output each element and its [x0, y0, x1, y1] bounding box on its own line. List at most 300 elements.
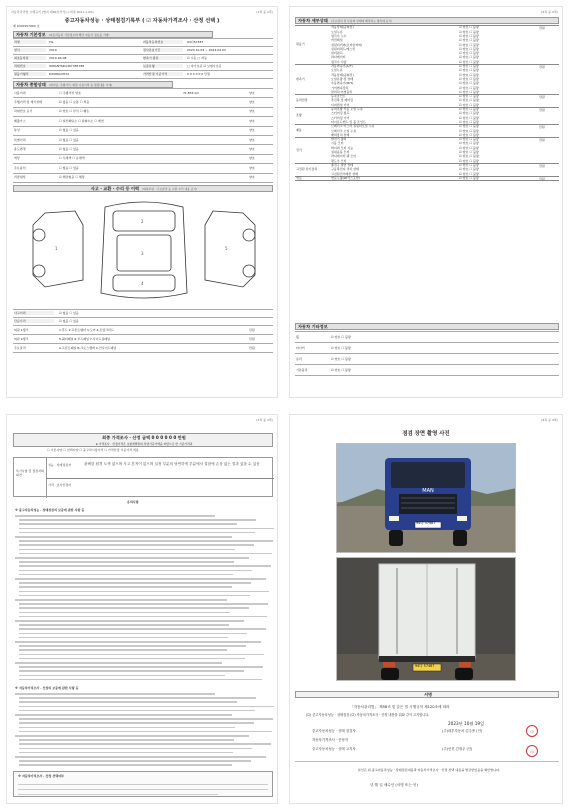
notice-line — [19, 710, 255, 712]
car-left-side — [33, 211, 83, 287]
remarks-appraiser-label: 가격 · 조사산정자 — [48, 483, 72, 487]
details-item: 클러치 어셈블리 — [331, 89, 353, 94]
basic-value: TG.. — [49, 40, 56, 44]
details-note: (주요장치 및 부품의 상태에 해당되는 항목에 표기) — [330, 19, 393, 23]
notice-line — [19, 523, 237, 525]
notice-line — [15, 693, 215, 695]
notice-line — [19, 595, 250, 597]
details-status: ☑ 양호 ☐ 불량 — [459, 154, 479, 159]
table-rule — [13, 116, 273, 117]
details-status: ☑ 양호 ☐ 불량 — [459, 51, 479, 56]
notice-line — [19, 553, 272, 555]
details-status: ☑ 양호 ☐ 불량 — [459, 167, 479, 172]
details-unit: 만원 — [539, 107, 545, 112]
details-group-label: 동력전달 — [296, 98, 308, 103]
other-status: ☑ 양호 ☐ 불량 — [331, 345, 351, 350]
truck-rear-photo — [336, 557, 516, 681]
notice-line — [19, 612, 230, 614]
details-unit: 만원 — [539, 64, 545, 69]
accident-code-unit: 만원 — [249, 336, 255, 341]
table-rule — [295, 375, 559, 376]
details-item: 기어변속장치 — [331, 85, 349, 90]
svg-text:5: 5 — [225, 246, 228, 251]
page-1 — [6, 6, 278, 398]
accident-code-value: 1.후드 2.프론트휀더 3.도어 4.트렁크리드 — [59, 327, 114, 332]
overall-label: 차대번호 표기 — [14, 109, 33, 114]
details-item: 작동상태(공회전) — [331, 72, 354, 77]
notice-line — [19, 670, 244, 672]
svg-text:MAN: MAN — [422, 488, 434, 494]
basic-state-header: 자동차 기타정보 — [295, 323, 559, 330]
basic-label: 연식 — [14, 48, 46, 52]
accident-label: 단순수리 — [14, 319, 54, 323]
notice-line — [19, 697, 256, 699]
notice-line — [19, 519, 256, 521]
notice-line — [19, 591, 269, 593]
details-item: 자동변속기(A/T) — [331, 64, 353, 68]
table-rule — [13, 352, 273, 353]
notice-line — [19, 701, 237, 703]
accident-code-value: A.프론트패널 B.크로스멤버 C.인사이드패널 — [59, 345, 117, 350]
notice-line — [19, 718, 273, 720]
notice-line — [19, 743, 271, 745]
accident-code-value: 5.쿼터패널 6.루프패널 7.사이드실패널 — [59, 336, 111, 341]
details-item: 오일누유 — [331, 29, 343, 34]
notice-head: 유의사항 — [127, 500, 139, 504]
notice-line — [15, 536, 232, 538]
notice-line — [19, 706, 274, 708]
details-item: 브레이크 마스터 실린더오일 누유 — [331, 124, 375, 129]
details-unit: 만원 — [539, 137, 545, 142]
notice-line — [15, 756, 266, 758]
page-3-page-number: (3쪽 중 3쪽) — [256, 418, 273, 422]
truck-front-photo — [336, 443, 516, 553]
details-status: ☑ 양호 ☐ 불량 — [459, 128, 479, 133]
details-item: 디퍼렌셜 기어 — [331, 102, 350, 107]
car-right-side — [205, 211, 255, 287]
details-status: ☑ 양호 ☐ 불량 — [459, 102, 479, 107]
overall-label: 주행거리 및 계기상태 — [14, 99, 42, 104]
table-rule — [13, 334, 273, 335]
basic-value: ☑ 수동 □ 자동 — [187, 56, 207, 60]
basic-label: 보증유형 — [143, 64, 183, 68]
notice-line — [15, 557, 249, 559]
notice-line — [19, 649, 227, 651]
details-item: 배력장치 상태 — [331, 132, 350, 137]
details-status: ☑ 양호 ☐ 불량 — [459, 68, 479, 73]
details-item: 냉각수 누수 — [331, 33, 347, 38]
details-status: ☑ 양호 ☐ 불량 — [459, 158, 479, 163]
signature-law-text: 「자동차관리법」 제58조 및 같은 법 시행규칙 제120조에 따라 — [350, 705, 450, 709]
notice-line — [19, 645, 246, 647]
table-rule — [295, 342, 559, 343]
svg-text:2: 2 — [141, 219, 144, 224]
rear-plate-number: 94다 57487 — [415, 664, 435, 668]
basic-value: D2066LOH34 — [49, 72, 69, 76]
table-rule — [13, 126, 273, 127]
details-item: 발전기 출력 — [331, 137, 347, 142]
basic-value: WWANT6DA3KY385788 — [49, 64, 85, 68]
notice-title-2: ※ 자동차가격조사 · 산정의 보증에 관한 사항 등 — [15, 686, 79, 690]
receipt-text: 본인은 위 중고자동차성능 · 상태점검내용과 자동차가격조사 · 산정 선택 내용을 발급받았음을 확인합니다. — [357, 768, 501, 772]
notice-line — [19, 532, 255, 534]
overall-label: 색상 — [14, 156, 20, 161]
overall-status: 양호 — [249, 137, 255, 142]
car-top-view — [101, 202, 187, 298]
car-trunk — [113, 275, 175, 291]
overall-label: 배출가스 — [14, 118, 26, 123]
notice-line — [15, 578, 266, 580]
notice-line — [19, 722, 254, 724]
details-status: ☑ 양호 ☐ 불량 — [459, 150, 479, 154]
notice-line — [15, 735, 249, 737]
table-rule — [295, 331, 559, 332]
notice-line — [19, 544, 254, 546]
other-status: ☑ 양호 ☐ 불량 — [331, 367, 351, 372]
overall-status: 양호 — [249, 118, 255, 123]
details-item: 오일누유 — [331, 68, 343, 73]
receipt-date: 년 월 일 매수인 (서명 또는 인) — [370, 783, 418, 787]
price-checkboxes: ☐ 기본사양 ☐ 선택사양 ☐ 중고차시장가격 ☐ 가격산정 기준가격 적용 — [47, 448, 139, 452]
final-price-title: 최종 가격조사 · 산정 금액 — [102, 435, 151, 440]
table-rule — [13, 107, 273, 108]
details-status: ☑ 양호 ☐ 불량 — [459, 64, 479, 68]
details-status: ☑ 양호 ☐ 불량 — [459, 33, 479, 38]
details-item: 실내송풍 모터 — [331, 150, 350, 154]
details-status: ☑ 양호 ☐ 불량 — [459, 59, 479, 64]
details-item: 커먼레일 — [331, 38, 343, 43]
page-2-page-number: (2쪽 중 2쪽) — [541, 10, 558, 14]
signer-name: (주)대부자동차 김주용 (인) — [442, 729, 483, 733]
overall-value: ☑ 없음 ☐ 있음 — [59, 137, 79, 142]
notice-line — [19, 561, 234, 563]
accident-history-header — [13, 185, 273, 192]
table-rule — [13, 38, 273, 39]
overall-value: ☑ 해당없음 ☐ 해당 — [59, 175, 85, 180]
accident-history-title: 사고 · 교환 · 수리 등 이력 — [90, 186, 140, 191]
overall-state-title: 자동차 종합상태 — [16, 82, 46, 87]
overall-status: 양호 — [249, 146, 255, 151]
signature-notice-text: (☑) 중고자동차성능 · 상태점검 (☑) 자동차가격조사 · 산정 내용을 위와 같이 고지합니다. — [306, 713, 430, 717]
overall-label: 리콜대상 — [14, 175, 26, 180]
table-rule — [13, 173, 273, 174]
document-number: 제 Ko00957960 호 — [13, 24, 40, 28]
final-price-box — [13, 433, 273, 447]
signer-role: 자동차가격조사 · 산정자 — [312, 738, 348, 742]
notice-line — [19, 570, 252, 572]
other-label: 타이어 — [296, 345, 305, 350]
details-item: 윈도우 모터 — [331, 158, 347, 163]
details-status: ☑ 양호 ☐ 불량 — [459, 42, 479, 47]
table-rule — [13, 317, 273, 318]
accident-value: ☑ 없음 ☐ 있음 — [59, 311, 79, 315]
details-status: ☑ 양호 ☐ 불량 — [459, 25, 479, 30]
notice-line — [19, 574, 233, 576]
details-status: ☑ 양호 ☐ 불량 — [459, 145, 479, 150]
notice-line — [19, 666, 263, 668]
notice-line — [15, 620, 244, 622]
notice-line — [19, 616, 267, 618]
overall-status: 양호 — [249, 128, 255, 133]
left-rear-wheel — [33, 265, 45, 277]
details-unit: 만원 — [539, 124, 545, 129]
table-rule — [13, 88, 273, 89]
details-item: 스티어링 기어 — [331, 115, 350, 120]
other-label: 유리 — [296, 356, 302, 361]
details-status: ☑ 양호 ☐ 불량 — [459, 85, 479, 90]
notice-line — [15, 515, 215, 517]
overall-value: ☐ 무채색 ☐ 유채색 — [59, 156, 85, 161]
details-item: 오일유량 및 상태 — [331, 76, 354, 81]
stamp-icon-2: 印 — [526, 745, 538, 757]
details-item: 등속조인트 — [331, 94, 346, 99]
basic-label: 가격산정 기준가격 — [143, 72, 183, 76]
accident-code-label: 외판 2랭크 — [14, 336, 29, 341]
details-status: ☑ 양호 ☐ 불량 — [459, 115, 479, 120]
page-4 — [289, 414, 563, 804]
overall-label: 사용이력 — [14, 90, 26, 95]
details-item: 스티어링 펌프 — [331, 111, 350, 116]
details-unit: 만원 — [539, 26, 545, 30]
overall-status: 양호 — [249, 165, 255, 170]
page-4-page-number: (4쪽 중 4쪽) — [541, 418, 558, 422]
overall-status: 양호 — [249, 109, 255, 114]
overall-status: 양호 — [249, 90, 255, 95]
overall-label: 용도변경 — [14, 146, 26, 151]
car-cabin — [117, 235, 171, 271]
final-price-note: ※ 가격조사 · 산정가격은 보험개발원의 차량기준가액을 바탕으로 한 기준가격과 — [95, 442, 193, 446]
basic-value: 2023.10.04 ~ 2024.04.03 — [187, 48, 226, 52]
notice-line — [15, 641, 261, 643]
details-item: 연료누출(LP가스포함) — [331, 175, 361, 180]
details-group-label: 연료 — [296, 175, 302, 180]
details-group-label: 제동 — [296, 128, 302, 133]
signature-date: 2023년 10월 19일 — [448, 721, 485, 726]
notice-line — [15, 714, 232, 716]
details-item: 작동상태(공회전) — [331, 25, 354, 30]
table-rule — [13, 135, 273, 136]
basic-info-header — [13, 31, 213, 38]
details-unit: 만원 — [539, 163, 545, 168]
table-rule — [13, 46, 273, 47]
notice-line — [19, 603, 268, 605]
notice-line — [19, 565, 271, 567]
notice-line — [19, 675, 225, 677]
notice-line — [19, 654, 264, 656]
overall-status: 양호 — [249, 175, 255, 180]
right-front-wheel — [243, 229, 255, 241]
details-item: 추진축 및 베어링 — [331, 98, 354, 103]
page-2 — [289, 6, 563, 398]
details-status: ☑ 양호 ☐ 불량 — [459, 107, 479, 111]
table-rule — [13, 62, 273, 63]
notice-line — [19, 739, 234, 741]
notice-line — [19, 628, 266, 630]
basic-info-note: (자동차등록 기본정보와 해당 자동차 정보를 기재) — [48, 33, 110, 37]
remarks-label: 특기사항 및 점검자의 의견 — [16, 469, 44, 477]
notice-line — [19, 549, 235, 551]
basic-value: □ 자가보증 ☑ 보험사보증 — [187, 64, 222, 68]
details-status: ☑ 양호 ☐ 불량 — [459, 72, 479, 77]
details-item: 브레이크 오일 누유 — [331, 128, 357, 133]
details-item: 타이로드엔드 및 볼 조인트 — [331, 119, 366, 124]
overall-value: ☑ 양호 ☐ 부식 ☐ 훼손 — [59, 109, 90, 114]
signer-role: 중고자동차성능 · 상태 고지자 — [312, 747, 356, 751]
right-rear-wheel — [243, 265, 255, 277]
remarks-box — [13, 457, 273, 497]
notice-line — [19, 679, 262, 681]
car-body-diagram — [25, 195, 263, 305]
overall-status: 양호 — [249, 99, 255, 104]
notice-line — [19, 764, 232, 766]
notice-line — [19, 586, 232, 588]
details-status: ☑ 양호 ☐ 불량 — [459, 132, 479, 137]
details-item: 시동 모터 — [331, 141, 344, 146]
details-status: ☑ 양호 ☐ 불량 — [459, 76, 479, 81]
accident-code-unit: 만원 — [249, 345, 255, 350]
signature-header — [295, 691, 559, 698]
final-price-value: 0 0 0 0 0 0 만원 — [151, 435, 186, 440]
overall-label: 주요옵션 — [14, 165, 26, 170]
details-status: ☑ 양호 ☐ 불량 — [459, 94, 479, 99]
details-item: 냉각수 수량 — [331, 59, 347, 64]
notice-line — [19, 528, 274, 530]
notice-title-3: ※ 자동차가격조사 · 산정 선택여부 — [18, 774, 64, 778]
details-header — [295, 17, 559, 24]
other-label: 휠 — [296, 334, 299, 339]
table-rule — [13, 343, 273, 344]
overall-value: ☐ 일산화탄소 ☐ 탄화수소 ☐ 매연 — [59, 118, 104, 123]
overall-extra: 71,834 km — [183, 90, 200, 95]
other-label: 기본품목 — [296, 367, 308, 372]
overall-state-header — [13, 81, 173, 88]
basic-info-title: 자동차 기본정보 — [16, 32, 46, 37]
notice-line — [19, 731, 272, 733]
details-item: 구동축전지 격리 상태 — [331, 167, 359, 172]
details-status: ☑ 양호 ☐ 불량 — [459, 81, 479, 86]
table-rule — [13, 163, 273, 164]
table-rule — [13, 325, 273, 326]
remarks-text: 광택한 원경 도색 없으며 사고 흔적이 없으며 일정 부분의 당연하게 부분에서 결함에 손상 없는 결과 있을 수 있음 — [84, 462, 260, 466]
table-rule — [13, 70, 273, 71]
details-item: 동력조향 작동 오일 누유 — [331, 107, 363, 111]
page-1-title: 중고자동차성능 · 상태점검기록부 ( ☑ 자동차가격조사 · 산정 선택 ) — [64, 18, 220, 24]
details-status: ☑ 양호 ☐ 불량 — [459, 38, 479, 43]
details-item: 고전원전기배선 상태 — [331, 171, 359, 176]
car-hood — [113, 211, 175, 231]
notice-line — [19, 540, 273, 542]
details-status: ☑ 양호 ☐ 불량 — [459, 124, 479, 129]
table-rule — [13, 144, 273, 145]
basic-value: 0 0 0 0 0 0 만원 — [187, 72, 210, 76]
accident-value: ☑ 없음 ☐ 있음 — [59, 319, 79, 323]
notice-line — [15, 599, 227, 601]
basic-label: 차명 — [14, 40, 46, 44]
details-status: ☑ 양호 ☐ 불량 — [459, 137, 479, 142]
details-status: ☑ 양호 ☐ 불량 — [459, 55, 479, 60]
details-item: 워터펌프 — [331, 51, 343, 56]
table-rule — [295, 364, 559, 365]
svg-text:1: 1 — [55, 246, 58, 251]
notice-line — [19, 637, 228, 639]
overall-status: 양호 — [249, 156, 255, 161]
table-rule — [13, 54, 273, 55]
details-status: ☑ 양호 ☐ 불량 — [459, 89, 479, 94]
svg-text:4: 4 — [141, 281, 144, 286]
details-status: ☑ 양호 ☐ 불량 — [459, 171, 479, 176]
overall-state-note: (계기판, 주행거리, 외관 사용이력 등 점검내용 기재) — [48, 83, 113, 87]
basic-value: 94다57487 — [187, 40, 204, 44]
accident-code-unit: 만원 — [249, 327, 255, 332]
details-status: ☑ 양호 ☐ 불량 — [459, 29, 479, 34]
notice-line — [19, 633, 247, 635]
overall-value: ☑ 없음 ☐ 있음 — [59, 128, 79, 133]
details-item: 수동변속기(M/T) — [331, 81, 354, 86]
details-item: 실린더커버(로커암커버) — [331, 42, 363, 47]
table-rule — [295, 353, 559, 354]
notice-line — [19, 760, 251, 762]
details-status: ☑ 양호 ☐ 불량 — [459, 111, 479, 116]
overall-value: ☑ 없음 ☐ 있음 — [59, 146, 79, 151]
signature-title: 서명 — [423, 692, 433, 697]
basic-value: 2019-04-08 — [49, 56, 67, 60]
details-status: ☑ 양호 ☐ 불량 — [459, 162, 479, 167]
details-group-label: 고전원 전기장치 — [296, 167, 318, 172]
details-unit: 만원 — [539, 176, 545, 181]
notice-line — [19, 748, 252, 750]
details-group-label: 원동기 — [296, 42, 305, 47]
details-unit: 만원 — [539, 94, 545, 99]
basic-label: 자동차등록번호 — [143, 40, 183, 44]
details-item: 충전구 절연 상태 — [331, 162, 354, 167]
notice-line — [19, 607, 249, 609]
details-item: 실린더헤드/개스킷 — [331, 46, 356, 51]
details-status: ☑ 양호 ☐ 불량 — [459, 119, 479, 124]
table-rule — [295, 180, 559, 181]
page-1-caption: 자동차관리법 시행규칙 [별지 제82호서식] <개정 2021.1.29> — [11, 10, 95, 14]
notice-line — [19, 727, 235, 729]
details-group-label: 조향 — [296, 113, 302, 118]
page-3 — [6, 414, 278, 804]
notice-line — [19, 624, 229, 626]
table-rule — [13, 97, 273, 98]
page-1-page-number: (1쪽 중 1쪽) — [256, 10, 273, 14]
details-status: ☑ 양호 ☐ 불량 — [459, 98, 479, 103]
details-group-label: 변속기 — [296, 76, 305, 81]
notice-line — [19, 752, 233, 754]
basic-value: 2019 — [49, 48, 57, 52]
remarks-inspector-label: 성능 · 상태점검자 — [48, 463, 72, 467]
other-status: ☑ 양호 ☐ 불량 — [331, 334, 351, 339]
stamp-icon: 印 — [526, 725, 538, 737]
accident-code-label: 주요골격 — [14, 345, 26, 350]
details-item: 라디에이터 팬 모터 — [331, 154, 357, 159]
photo-title: 점검 장면 촬영 사진 — [402, 431, 450, 437]
accident-code-label: 외판 1랭크 — [14, 327, 29, 332]
notice-title-1: ※ 중고자동차성능 · 상태점검의 보증에 관한 사항 등 — [15, 508, 85, 512]
table-rule — [13, 309, 273, 310]
details-status: ☑ 양호 ☐ 불량 — [459, 175, 479, 180]
notice-line — [19, 658, 245, 660]
details-title: 자동차 세부상태 — [298, 18, 328, 23]
selection-box — [13, 771, 273, 797]
overall-value: ☐ 없음 ☐ 있음 — [59, 165, 79, 170]
basic-label: 최초등록일 — [14, 56, 46, 60]
notice-line — [15, 662, 222, 664]
front-plate-number: 94다 57487 — [416, 521, 436, 525]
table-rule — [13, 154, 273, 155]
signer-role: 중고자동차성능 · 상태 점검자 — [312, 729, 356, 733]
